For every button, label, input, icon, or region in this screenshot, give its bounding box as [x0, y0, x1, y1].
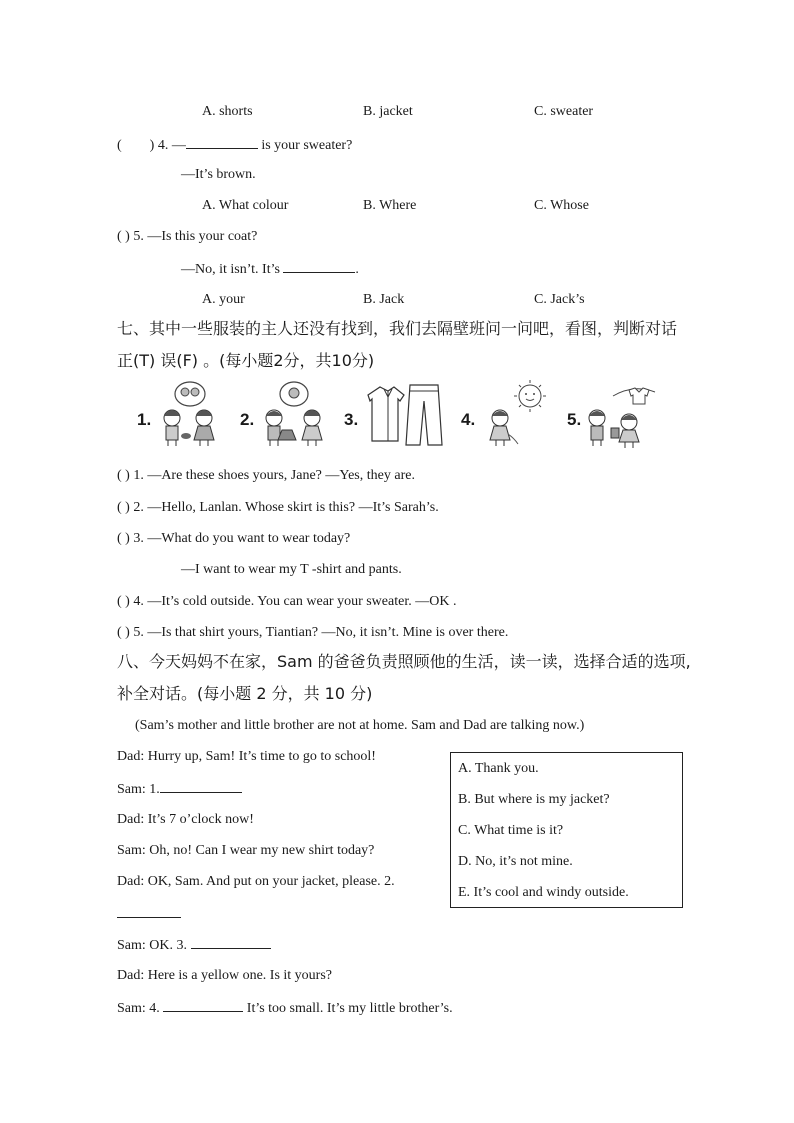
section-8-heading: 八、今天妈妈不在家，Sam 的爸爸负责照顾他的生活，读一读，选择合适的选项, [117, 652, 691, 671]
answer-blank[interactable] [191, 935, 271, 949]
dialogue-intro: (Sam’s mother and little brother are not at home. Sam and Dad are talking now.) [135, 718, 585, 733]
option-c: C. Whose [534, 198, 589, 213]
dialogue-sam-4-tail: It’s too small. It’s my little brother’s. [246, 1001, 453, 1016]
option-b: B. Jack [363, 292, 405, 307]
dialogue-sam-3 [117, 935, 271, 955]
picture-number: 2. [240, 410, 255, 429]
picture-number: 1. [137, 410, 152, 429]
picture-4-girl-sun [480, 378, 555, 450]
answer-blank[interactable] [163, 998, 243, 1012]
option-a: A. Thank you. [458, 761, 539, 776]
tf-item-3: ( ) 3. —What do you want to wear today? [117, 531, 351, 546]
picture-1-children-shoes [152, 380, 227, 448]
section-7-heading: 七、其中一些服装的主人还没有找到，我们去隔壁班问一问吧，看图，判断对话 [117, 319, 678, 338]
option-a: A. shorts [202, 104, 253, 119]
option-c: C. Jack’s [534, 292, 585, 307]
dialogue-sam-1 [117, 779, 242, 799]
tf-item-1: ( ) 1. —Are these shoes yours, Jane? —Yes, they are. [117, 468, 415, 483]
dialogue-dad-4: Dad: Here is a yellow one. Is it yours? [117, 968, 332, 983]
question-5-reply-text: —No, it isn’t. It’s [181, 262, 280, 277]
option-b: B. But where is my jacket? [458, 792, 610, 807]
picture-number: 5. [567, 410, 582, 429]
dialogue-sam-2: Sam: Oh, no! Can I wear my new shirt today? [117, 843, 375, 858]
option-d: D. No, it’s not mine. [458, 854, 573, 869]
question-4-reply: —It’s brown. [181, 167, 256, 182]
question-4-tail: is your sweater? [261, 138, 353, 153]
tf-item-2: ( ) 2. —Hello, Lanlan. Whose skirt is this? —It’s Sarah’s. [117, 500, 439, 515]
answer-blank[interactable] [160, 779, 242, 793]
picture-2-children-skirt [256, 380, 331, 448]
section-7-heading-2: 正(T) 误(F) 。(每小题2分，共10分) [117, 351, 375, 370]
dialogue-sam-3-text: Sam: OK. 3. [117, 938, 187, 953]
answer-blank[interactable] [186, 135, 258, 149]
question-4-stem: ( ) 4. — [117, 138, 186, 153]
question-5-reply-end: . [355, 262, 359, 277]
option-b: B. jacket [363, 104, 413, 119]
options-box [450, 752, 683, 908]
picture-number: 4. [461, 410, 476, 429]
dialogue-dad-3-blank [117, 904, 181, 924]
picture-5-children-shirt [583, 378, 663, 450]
option-c: C. sweater [534, 104, 594, 119]
option-c: C. What time is it? [458, 823, 564, 838]
dialogue-sam-4 [117, 998, 453, 1018]
option-b: B. Where [363, 198, 417, 213]
option-e: E. It’s cool and windy outside. [458, 885, 629, 900]
tf-item-3-reply: —I want to wear my T -shirt and pants. [181, 562, 402, 577]
picture-3-shirt-pants [364, 381, 444, 447]
option-a: A. your [202, 292, 245, 307]
tf-item-5: ( ) 5. —Is that shirt yours, Tiantian? —No, it isn’t. Mine is over there. [117, 625, 509, 640]
tf-item-4: ( ) 4. —It’s cold outside. You can wear your sweater. —OK . [117, 594, 457, 609]
dialogue-dad-1: Dad: Hurry up, Sam! It’s time to go to school! [117, 749, 376, 764]
section-8-heading-2: 补全对话。(每小题 2 分，共 10 分) [117, 684, 373, 703]
answer-blank[interactable] [117, 904, 181, 918]
dialogue-dad-3: Dad: OK, Sam. And put on your jacket, please. 2. [117, 874, 395, 889]
answer-blank[interactable] [283, 259, 355, 273]
dialogue-sam-1-text: Sam: 1. [117, 782, 160, 797]
question-4 [117, 135, 352, 155]
question-5: ( ) 5. —Is this your coat? [117, 229, 258, 244]
option-a: A. What colour [202, 198, 289, 213]
dialogue-sam-4-text: Sam: 4. [117, 1001, 160, 1016]
question-5-reply [181, 259, 359, 279]
dialogue-dad-2: Dad: It’s 7 o’clock now! [117, 812, 254, 827]
picture-number: 3. [344, 410, 359, 429]
